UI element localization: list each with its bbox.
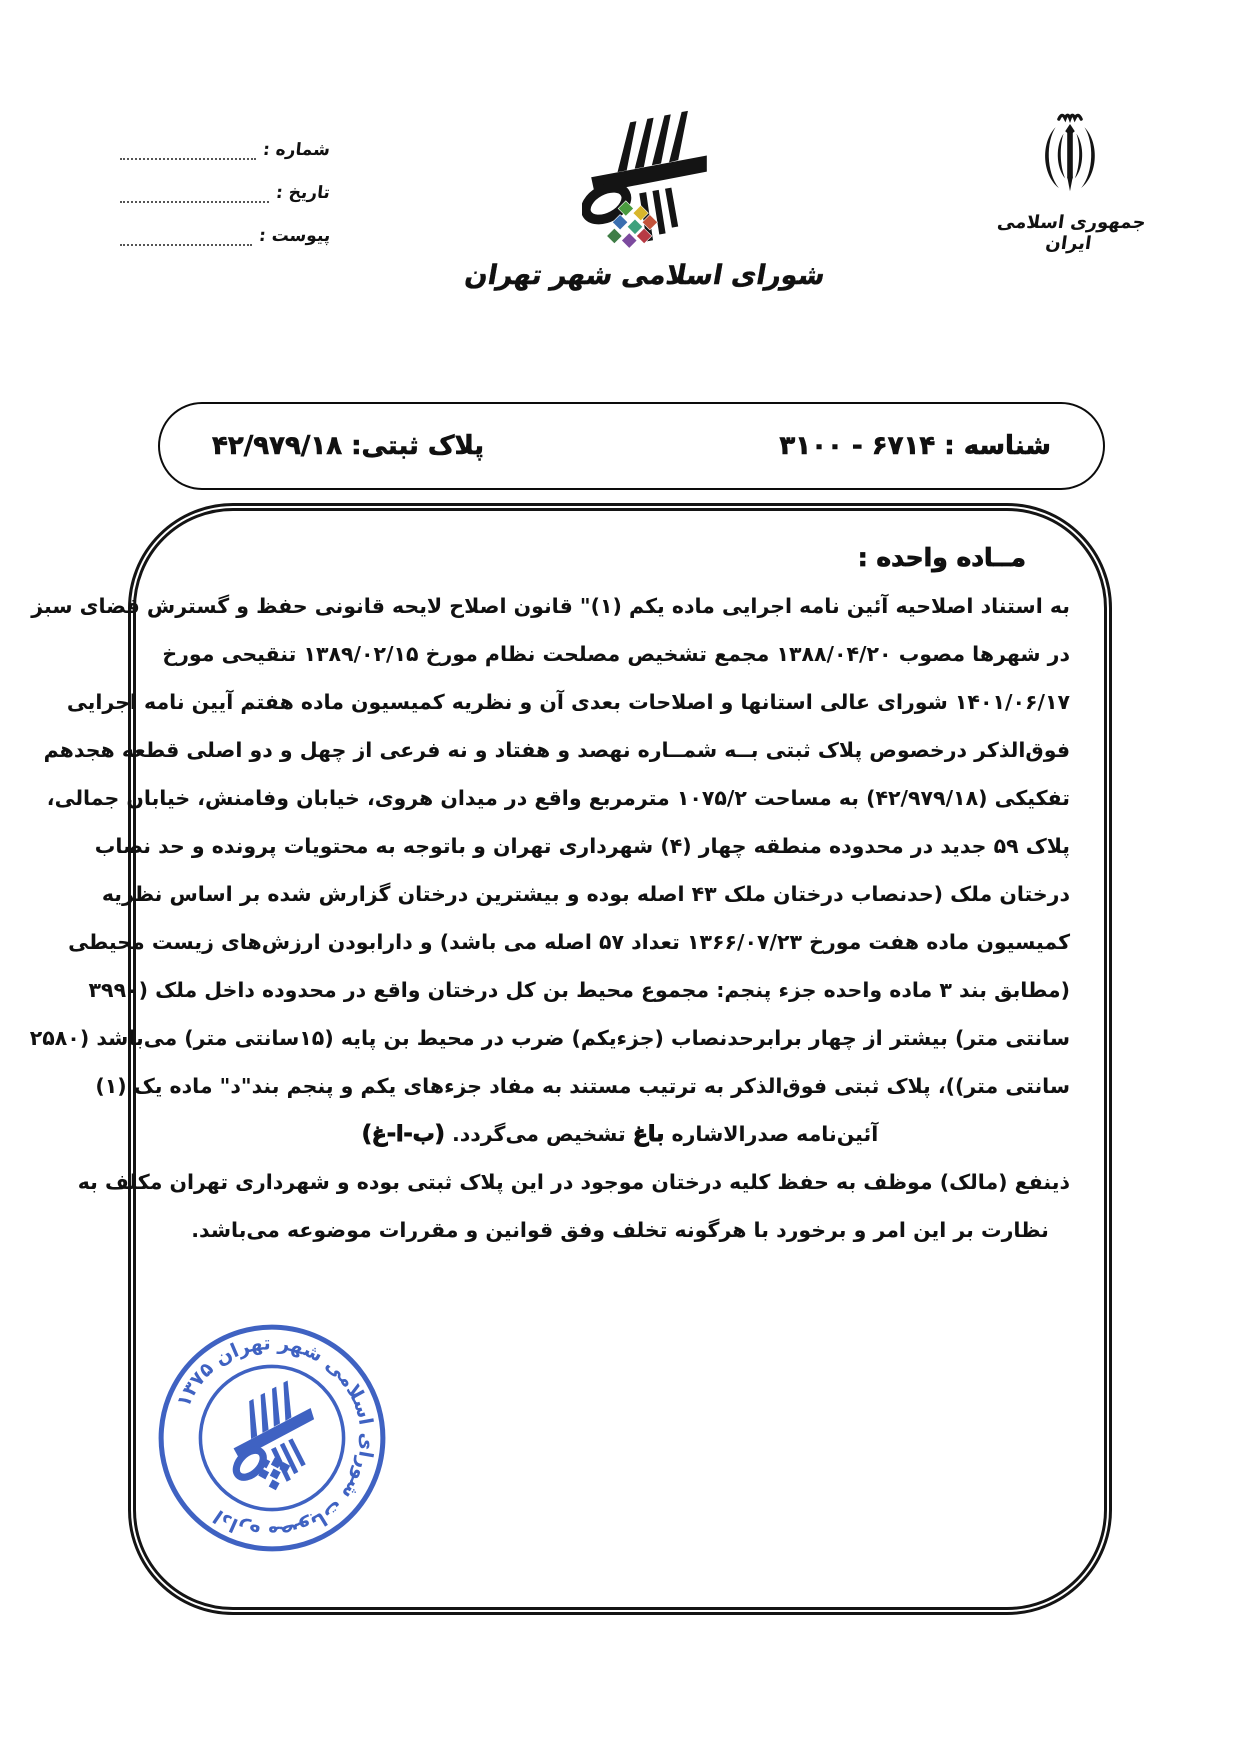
date-field-line	[120, 181, 269, 203]
council-logo-icon	[582, 96, 708, 254]
number-field-line	[120, 138, 256, 160]
body-line-text: پلاک ۵۹ جدید در محدوده منطقه چهار (۴) شهرداری تهران و باتوجه به محتویات پرونده و حد نصاب	[94, 834, 1070, 858]
body-line	[77, 1158, 1070, 1206]
body-line	[101, 870, 1070, 918]
body-line-text: سانتی متر) بیشتر از چهار برابرحدنصاب (جزءیکم) ضرب در محیط بن پایه (۱۵سانتی متر) می‌باشد (۲۵۸۰	[29, 1026, 1070, 1050]
body-line-text: درختان ملک (حدنصاب درختان ملک ۴۳ اصله بوده و بیشترین درختان گزارش شده بر اساس نظریه	[101, 882, 1070, 906]
body-line	[95, 1062, 1070, 1110]
body-line-text: ۱۴۰۱/۰۶/۱۷ شورای عالی استانها و اصلاحات بعدی آن و نظریه کمیسیون ماده هفتم آیین نامه اجرایی	[66, 690, 1070, 714]
logo-diamonds	[607, 201, 658, 248]
body-line	[88, 966, 1070, 1014]
body-line	[94, 822, 1070, 870]
body-line	[66, 678, 1070, 726]
body-line-text: ذینفع (مالک) موظف به حفظ کلیه درختان موجود در این پلاک ثبتی بوده و شهرداری تهران مکلف به	[77, 1170, 1070, 1194]
body-line-text: تفکیکی (۴۲/۹۷۹/۱۸) به مساحت ۱۰۷۵/۲ مترمربع واقع در میدان هروی، خیابان وفامنش، خیابان جمالی،	[46, 786, 1070, 810]
attachment-field-label: پیوست :	[257, 226, 332, 246]
body-line-text: (مطابق بند ۳ ماده واحده جزء پنجم: مجموع محیط بن کل درختان واقع در محدوده داخل ملک (۳۹۹۰	[88, 978, 1070, 1002]
iran-emblem	[975, 108, 1165, 254]
stamp-ring-text: اداره مصوبات شورای اسلامی شهر تهران ۱۳۷۵	[171, 1331, 379, 1545]
field-row-attachment	[118, 218, 330, 246]
body-line-text: سانتی متر))، پلاک ثبتی فوق‌الذکر به ترتیب مستند به مفاد جزءهای یکم و پنجم بند"د" ماده یک (۱)	[95, 1074, 1070, 1098]
date-field-label: تاریخ :	[275, 183, 332, 203]
reference-fields	[118, 132, 330, 246]
iran-emblem-icon	[1029, 108, 1111, 204]
number-field-label: شماره :	[261, 140, 332, 160]
body-line	[46, 774, 1070, 822]
iran-emblem-caption: جمهوری اسلامی ایران	[995, 212, 1148, 254]
body-line	[162, 630, 1070, 678]
body-line	[170, 1110, 1070, 1158]
field-row-date	[118, 175, 330, 203]
body-line-emphasis: (ب-ا-غ)	[361, 1122, 445, 1147]
body-line-text: فوق‌الذکر درخصوص پلاک ثبتی بــه شمــاره نهصد و هفتاد و نه فرعی از چهل و دو اصلی قطعه هجدهم	[43, 738, 1070, 762]
body-line-text: آئین‌نامه صدرالاشاره	[664, 1122, 879, 1146]
body-line	[31, 582, 1070, 630]
field-row-number	[118, 132, 330, 160]
body-lines	[29, 582, 1070, 1254]
body-line	[29, 1014, 1070, 1062]
ref-bar	[158, 402, 1105, 490]
body-line-text: به استناد اصلاحیه آئین نامه اجرایی ماده یکم (۱)" قانون اصلاح لایحه قانونی حفظ و گسترش فضای سبز	[31, 594, 1070, 618]
body-line-text: در شهرها مصوب ۱۳۸۸/۰۴/۲۰ مجمع تشخیص مصلحت نظام مورخ ۱۳۸۹/۰۲/۱۵ تنقیحی مورخ	[162, 642, 1070, 666]
council-logo	[460, 96, 830, 291]
registration-plate: پلاک ثبتی: ۴۲/۹۷۹/۱۸	[212, 431, 484, 461]
body-line	[68, 918, 1070, 966]
document-id: شناسه : ۶۷۱۴ - ۳۱۰۰	[779, 431, 1051, 461]
body-line-text: کمیسیون ماده هفت مورخ ۱۳۶۶/۰۷/۲۳ تعداد ۵۷ اصله می باشد) و دارابودن ارزش‌های زیست محیطی	[68, 930, 1070, 954]
attachment-field-line	[120, 224, 252, 246]
body-line	[170, 1206, 1070, 1254]
body-line-emphasis: باغ	[632, 1122, 665, 1147]
body-line-text: نظارت بر این امر و برخورد با هرگونه تخلف وفق قوانین و مقررات موضوعه می‌باشد.	[191, 1218, 1049, 1242]
article-title: مــاده واحده :	[857, 543, 1026, 572]
body-line-text: تشخیص می‌گردد.	[444, 1122, 633, 1146]
council-logo-caption: شورای اسلامی شهر تهران	[462, 260, 828, 291]
body-line	[43, 726, 1070, 774]
